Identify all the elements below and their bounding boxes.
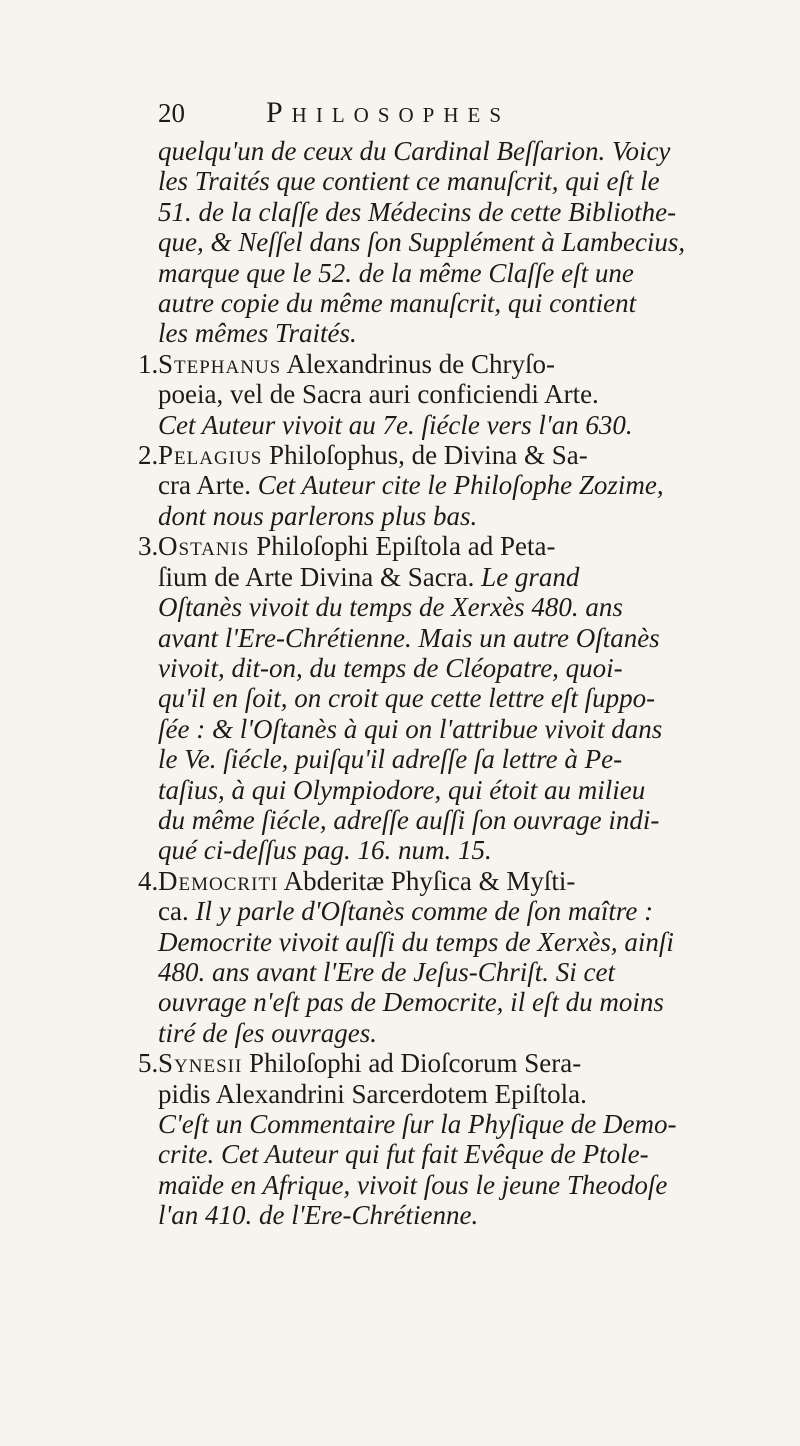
entry-comment: 480. ans avant l'Ere de Jeſus-Chriſt. Si cet <box>158 956 615 987</box>
manuscript-entry <box>138 531 766 866</box>
entry-title: poeia, vel de Sacra auri conficiendi Arte. <box>158 379 599 410</box>
page-number: 20 <box>158 98 185 128</box>
entry-comment: avant l'Ere-Chrétienne. Mais un autre Oſtanès <box>158 622 660 653</box>
entry-comment: maïde en Afrique, vivoit ſous le jeune Theodoſe <box>158 1169 668 1200</box>
entry-comment: le Ve. ſiécle, puiſqu'il adreſſe ſa lettre à Pe- <box>158 744 623 775</box>
entry-comment: tiré de ſes ouvrages. <box>158 1017 377 1048</box>
entry-comment: taſius, à qui Olympiodore, qui étoit au milieu <box>158 774 646 805</box>
entry-number: 2. <box>138 440 159 471</box>
entry-comment: qué ci-deſſus pag. 16. num. 15. <box>158 835 492 866</box>
entry-number: 4. <box>138 865 159 896</box>
entry-title: ca. <box>158 896 189 927</box>
entry-comment: l'an 410. de l'Ere-Chrétienne. <box>158 1200 479 1231</box>
entry-title: Alexandrinus de Chryſo- <box>286 348 555 379</box>
entry-title: ſium de Arte Divina & Sacra. <box>158 561 475 592</box>
text-line: 51. de la claſſe des Médecins de cette Bibliothe- <box>158 196 677 227</box>
entry-comment: Le grand <box>481 561 580 592</box>
entry-comment: crite. Cet Auteur qui fut fait Evêque de Ptole- <box>158 1139 649 1170</box>
entry-author: Stephanus <box>158 348 282 379</box>
entry-number: 1. <box>138 348 159 379</box>
entry-comment: dont nous parlerons plus bas. <box>158 500 478 531</box>
entry-title: Philoſophi ad Dioſcorum Sera- <box>249 1048 582 1079</box>
manuscript-entry <box>138 440 766 531</box>
text-line: les mêmes Traités. <box>158 318 357 349</box>
entry-title: cra Arte. <box>158 470 251 501</box>
entry-author: Democriti <box>158 865 279 896</box>
entry-title: Philoſophus, de Divina & Sa- <box>269 440 588 471</box>
entry-comment: Democrite vivoit auſſi du temps de Xerxès, ainſi <box>158 926 674 957</box>
entry-comment: vivoit, dit-on, du temps de Cléopatre, quoi- <box>158 652 623 683</box>
entry-comment: Il y parle d'Oſtanès comme de ſon maître : <box>195 896 654 927</box>
entry-title: Abderitæ Phyſica & Myſti- <box>283 865 576 896</box>
manuscript-entry <box>138 865 766 1048</box>
entry-comment: ouvrage n'eſt pas de Democrite, il eſt du moins <box>158 987 664 1018</box>
manuscript-entry <box>138 1048 766 1231</box>
entry-comment: C'eſt un Commentaire ſur la Phyſique de Demo- <box>158 1109 677 1139</box>
entry-title: Philoſophi Epiſtola ad Peta- <box>256 531 556 562</box>
page-header <box>158 96 766 130</box>
entry-author: Pelagius <box>158 440 263 471</box>
intro-note <box>158 136 766 349</box>
entry-comment: Cet Auteur vivoit au 7e. ſiécle vers l'an 630. <box>158 409 633 440</box>
entry-comment: ſée : & l'Oſtanès à qui on l'attribue vivoit dans <box>158 713 663 744</box>
entry-title: pidis Alexandrini Sarcerdotem Epiſtola. <box>158 1078 587 1109</box>
entry-comment: du même ſiécle, adreſſe auſſi ſon ouvrage indi- <box>158 804 660 835</box>
entry-author: Synesii <box>158 1048 243 1079</box>
entry-number: 3. <box>138 531 159 562</box>
text-line: autre copie du même manuſcrit, qui contient <box>158 288 637 319</box>
text-line: que, & Neſſel dans ſon Supplément à Lambecius, <box>158 227 686 258</box>
running-title: Philosophes <box>266 96 511 129</box>
text-line: quelqu'un de ceux du Cardinal Beſſarion. Voicy <box>158 136 671 166</box>
text-line: les Traités que contient ce manuſcrit, qui eſt le <box>158 166 660 197</box>
entry-comment: qu'il en ſoit, on croit que cette lettre eſt ſuppo- <box>158 683 656 714</box>
entry-author: Ostanis <box>158 531 250 562</box>
page-body <box>138 136 766 1231</box>
manuscript-entry <box>138 348 766 440</box>
text-line: marque que le 52. de la même Claſſe eſt une <box>158 257 634 288</box>
entry-number: 5. <box>138 1048 159 1079</box>
entry-comment: Oſtanès vivoit du temps de Xerxès 480. ans <box>158 592 623 623</box>
entry-comment: Cet Auteur cite le Philoſophe Zozime, <box>257 470 664 501</box>
